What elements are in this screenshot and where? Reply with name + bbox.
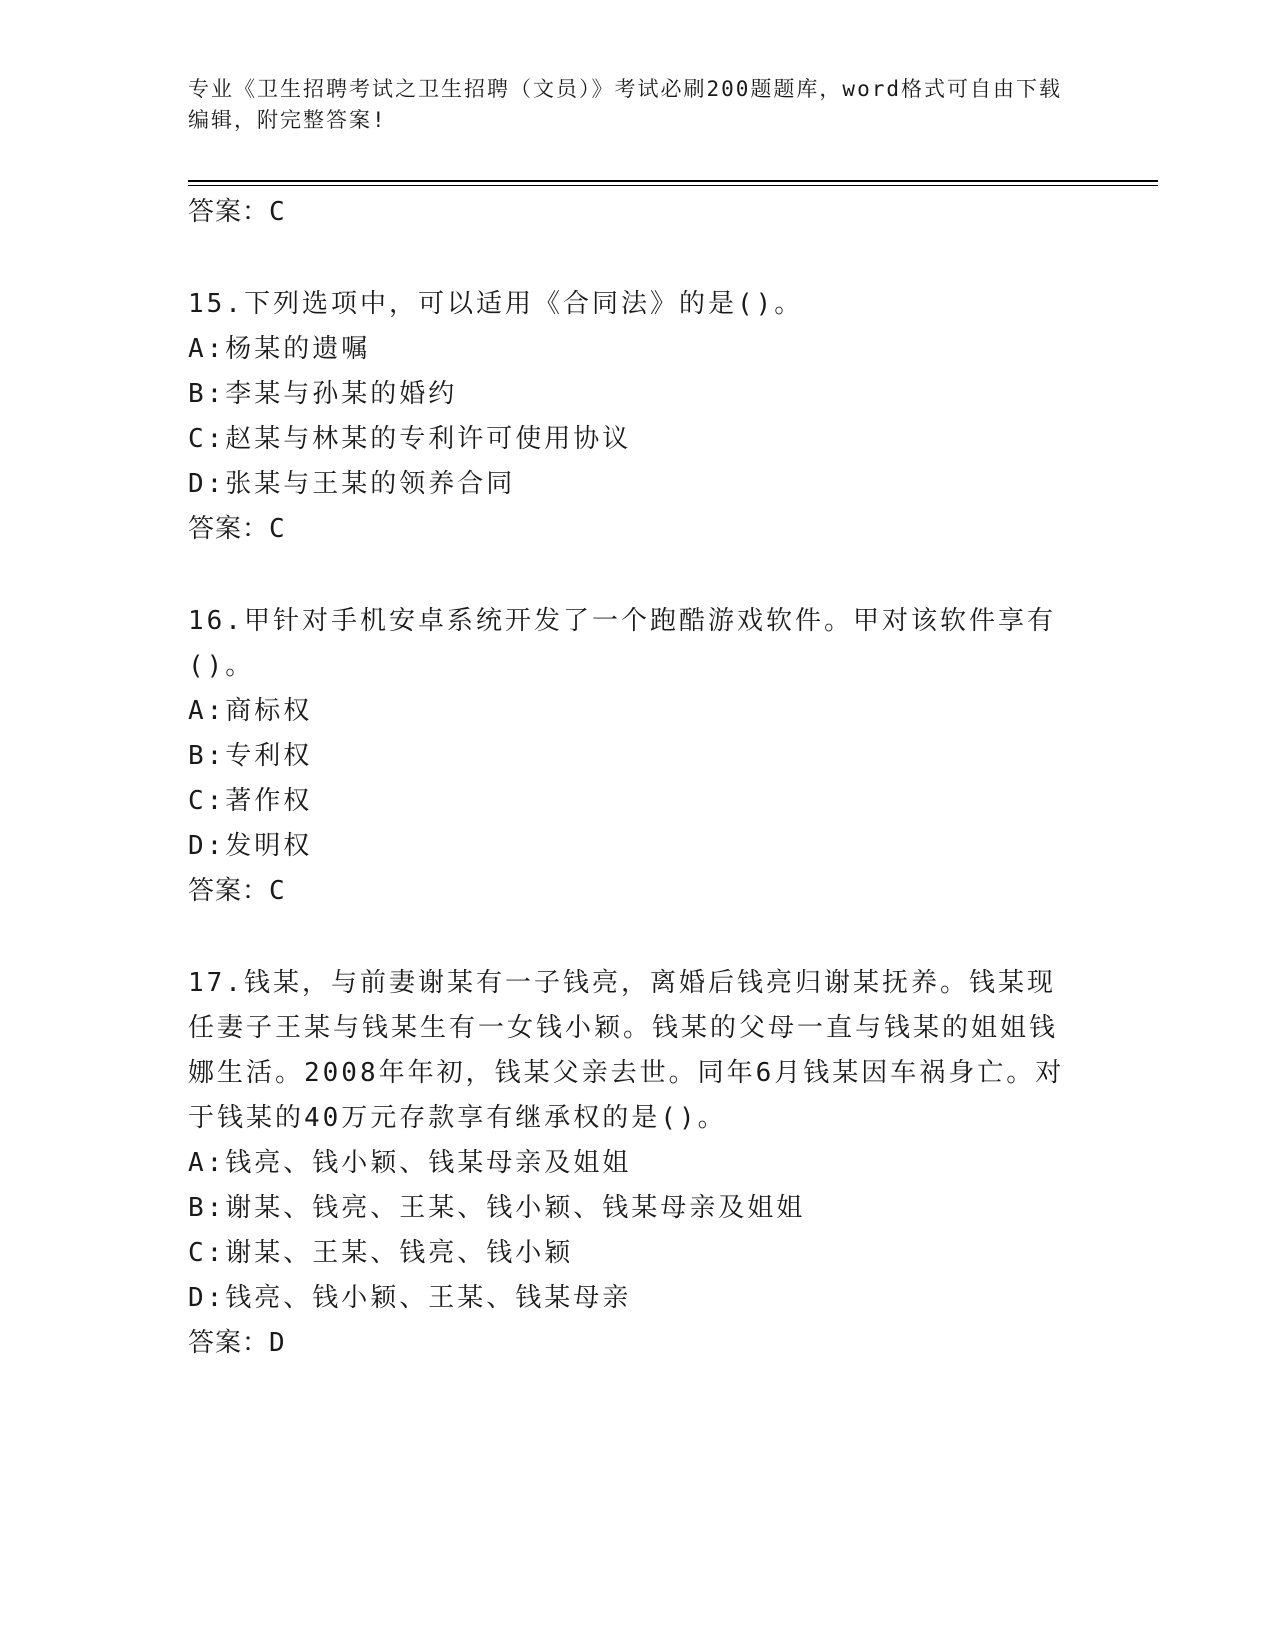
option-c: C:著作权 <box>188 786 313 816</box>
question-17 <box>188 961 1078 1365</box>
answer-line: 答案：C <box>188 876 286 906</box>
header-divider-thick <box>188 180 1158 182</box>
option-d: D:发明权 <box>188 831 313 861</box>
question-list <box>188 190 1078 1365</box>
question-text: 15.下列选项中，可以适用《合同法》的是()。 <box>188 289 804 319</box>
header-title: 专业《卫生招聘考试之卫生招聘（文员）》考试必刷200题题库，word格式可自由下载编辑，附完整答案! <box>188 77 1062 132</box>
option-a: A:商标权 <box>188 696 313 726</box>
answer-line: 答案：C <box>188 197 286 227</box>
question-15 <box>188 282 1078 551</box>
answer-line: 答案：D <box>188 1328 286 1358</box>
question-text: 17.钱某，与前妻谢某有一子钱亮，离婚后钱亮归谢某抚养。钱某现任妻子王某与钱某生有一女钱小颖。钱某的父母一直与钱某的姐姐钱娜生活。2008年年初，钱某父亲去世。同年6月钱某因车祸身亡。对于钱某的40万元存款享有继承权的是()。 <box>188 968 1065 1133</box>
option-b: B:专利权 <box>188 741 313 771</box>
option-d: D:钱亮、钱小颖、王某、钱某母亲 <box>188 1283 632 1313</box>
option-c: C:赵某与林某的专利许可使用协议 <box>188 424 632 454</box>
option-b: B:谢某、钱亮、王某、钱小颖、钱某母亲及姐姐 <box>188 1193 806 1223</box>
answer-line: 答案：C <box>188 514 286 544</box>
question-16 <box>188 599 1078 913</box>
option-a: A:钱亮、钱小颖、钱某母亲及姐姐 <box>188 1148 632 1178</box>
option-d: D:张某与王某的领养合同 <box>188 469 516 499</box>
document-header <box>188 74 1078 136</box>
option-a: A:杨某的遗嘱 <box>188 334 371 364</box>
option-b: B:李某与孙某的婚约 <box>188 379 458 409</box>
question-text: 16.甲针对手机安卓系统开发了一个跑酷游戏软件。甲对该软件享有()。 <box>188 606 1056 681</box>
option-c: C:谢某、王某、钱亮、钱小颖 <box>188 1238 574 1268</box>
header-divider-thin <box>188 185 1158 186</box>
